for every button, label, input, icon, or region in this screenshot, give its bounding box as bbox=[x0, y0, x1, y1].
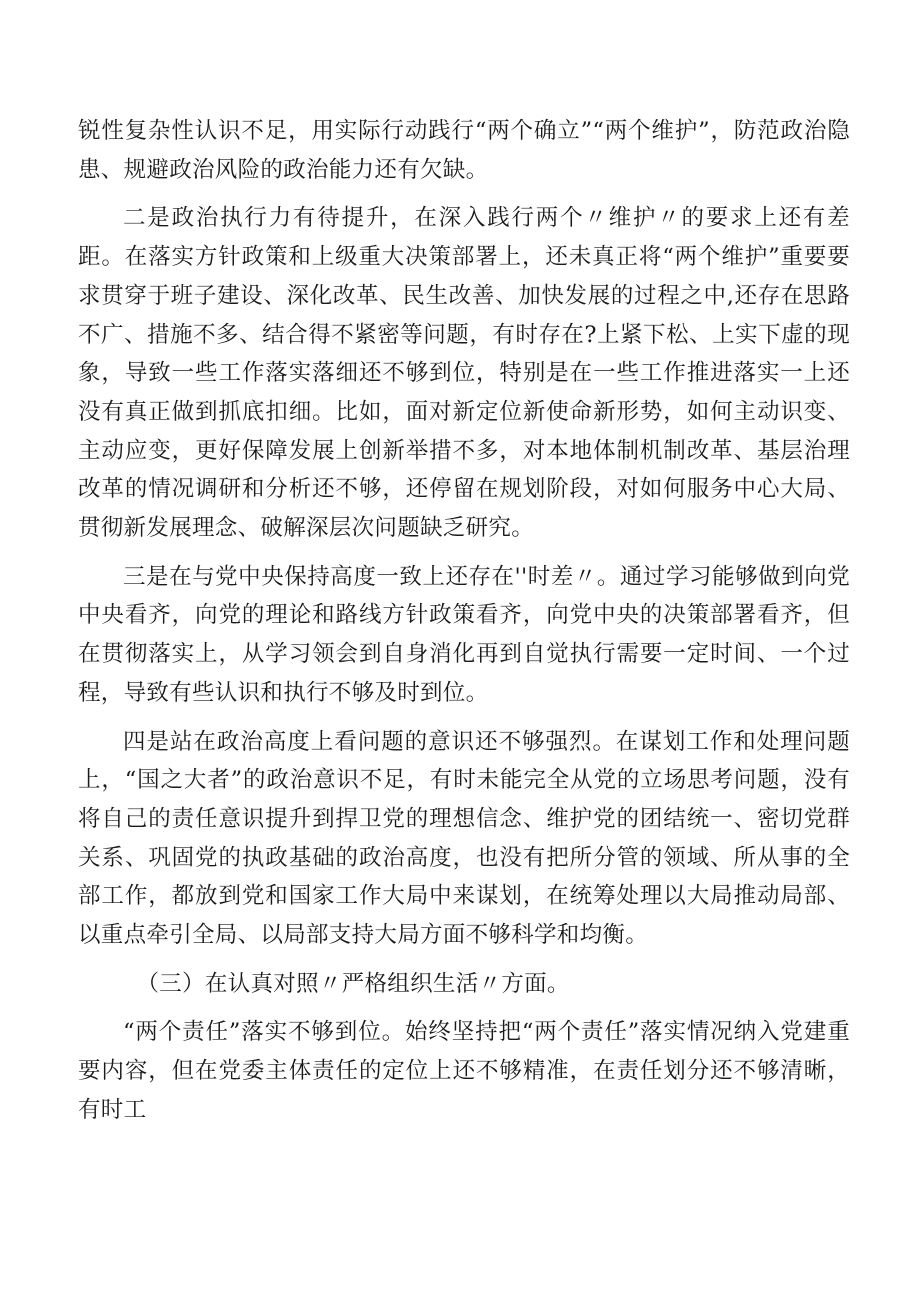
paragraph-political-execution: 二是政治执行力有待提升，在深入践行两个〃维护〃的要求上还有差距。在落实方针政策和上级重大决策部署上，还未真正将“两个维护”重要要求贯穿于班子建设、深化改革、民生改善、加快发展的过程之中,还存在思路不广、措施不多、结合得不紧密等问题，有时存在?上紧下松、上实下虚的现象，导致一些工作落实落细还不够到位，特别是在一些工作推进落实一上还没有真正做到抓底扣细。比如，面对新定位新使命新形势，如何主动识变、主动应变，更好保障发展上创新举措不多，对本地体制机制改革、基层治理改革的情况调研和分析还不够，还停留在规划阶段，对如何服务中心大局、贯彻新发展理念、破解深层次问题缺乏研究。 bbox=[78, 205, 850, 542]
paragraph-political-height: 四是站在政治高度上看问题的意识还不够强烈。在谋划工作和处理问题上，“国之大者”的政治意识不足，有时未能完全从党的立场思考问题，没有将自己的责任意识提升到捍卫党的理想信念、维护党的团结统一、密切党群关系、巩固党的执政基础的政治高度，也没有把所分管的领域、所从事的全部工作，都放到党和国家工作大局中来谋划，在统筹处理以大局推动局部、以重点牵引全局、以局部支持大局方面不够科学和均衡。 bbox=[78, 728, 850, 949]
document-body bbox=[78, 112, 850, 1130]
paragraph-continuation: 锐性复杂性认识不足，用实际行动践行“两个确立”“两个维护”，防范政治隐患、规避政治风险的政治能力还有欠缺。 bbox=[78, 118, 850, 183]
paragraph-two-responsibilities: “两个责任”落实不够到位。始终坚持把“两个责任”落实情况纳入党建重要内容，但在党委主体责任的定位上还不够精准，在责任划分还不够清晰，有时工 bbox=[78, 1019, 850, 1123]
paragraph-consistency-time-lag: 三是在与党中央保持高度一致上还存在''时差〃。通过学习能够做到向党中央看齐，向党的理论和路线方针政策看齐，向党中央的决策部署看齐，但在贯彻落实上，从学习领会到自身消化再到自觉执行需要一定时间、一个过程，导致有些认识和执行不够及时到位。 bbox=[78, 563, 850, 706]
section-heading-organization-life: （三）在认真对照〃严格组织生活〃方面。 bbox=[136, 970, 570, 997]
